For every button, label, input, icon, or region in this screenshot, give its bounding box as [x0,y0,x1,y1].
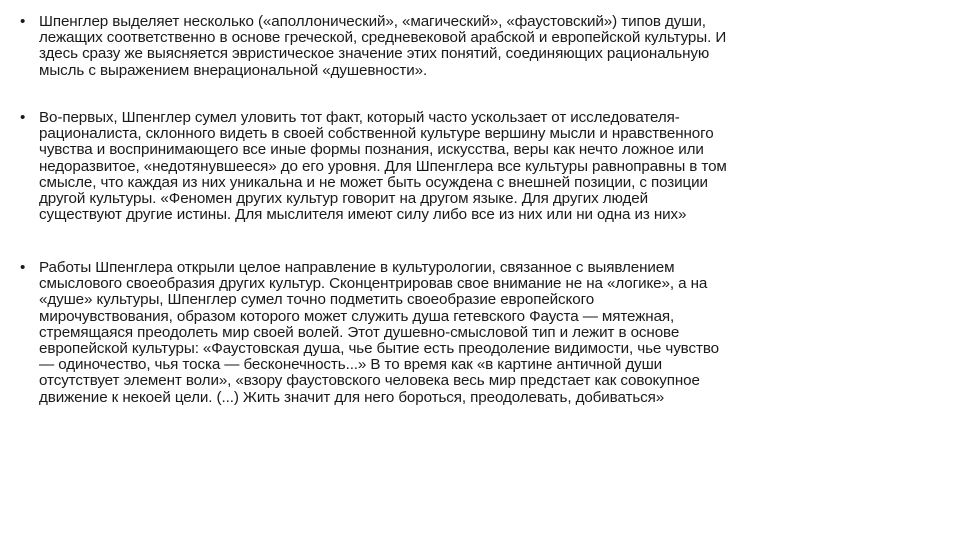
bullet-text-2: Во-первых, Шпенглер сумел уловить тот факт, который часто ускользает от исследователя- рационалиста, склонного видеть в своей собственной культуре вершину мысли и нравственного чувства и воспринимающего все иные формы познания, искусства, веры как нечто ложное или недоразвитое, «недотянувшееся» до его уровня. Для Шпенглера все культуры равноправны в том смысле, что каждая из них уникальна и не может быть осуждена с внешней позиции, с позиции другой культуры. «Феномен других культур говорит на другом языке. Для других людей существуют другие истины. Для мыслителя имеют силу либо все из них или ни одна из них» [39,109,727,224]
bullet-text-1: Шпенглер выделяет несколько («аполлонический», «магический», «фаустовский») типов души, лежащих соответственно в основе греческой, средневековой арабской и европейской культуры. И здесь сразу же выясняется эвристическое значение этих понятий, соединяющих рациональную мысль с выражением внерациональной «душевности». [39,13,727,79]
bullet-item-2 [20,110,890,260]
bullet-marker: • [20,109,26,126]
bullet-marker: • [20,13,26,30]
bullet-item-1 [20,14,890,110]
bullet-text-3: Работы Шпенглера открыли целое направление в культурологии, связанное с выявлением смыслового своеобразия других культур. Сконцентрировав свое внимание не на «логике», а на «душе» культуры, Шпенглер сумел точно подметить своеобразие европейского мирочувствования, образом которого может служить душа гетевского Фауста — мятежная, стремящаяся преодолеть мир своей волей. Этот душевно-смысловой тип и лежит в основе европейской культуры: «Фаустовская душа, чье бытие есть преодоление видимости, чье чувство — одиночество, чья тоска — бесконечность...» В то время как «в картине античной души отсутствует элемент воли», «взору фаустовского человека весь мир предстает как совокупное движение к некоей цели. (...) Жить значит для него бороться, преодолевать, добиваться» [39,259,719,406]
bullet-marker: • [20,259,26,276]
bullet-item-3 [20,260,890,430]
bullet-list [20,14,890,430]
